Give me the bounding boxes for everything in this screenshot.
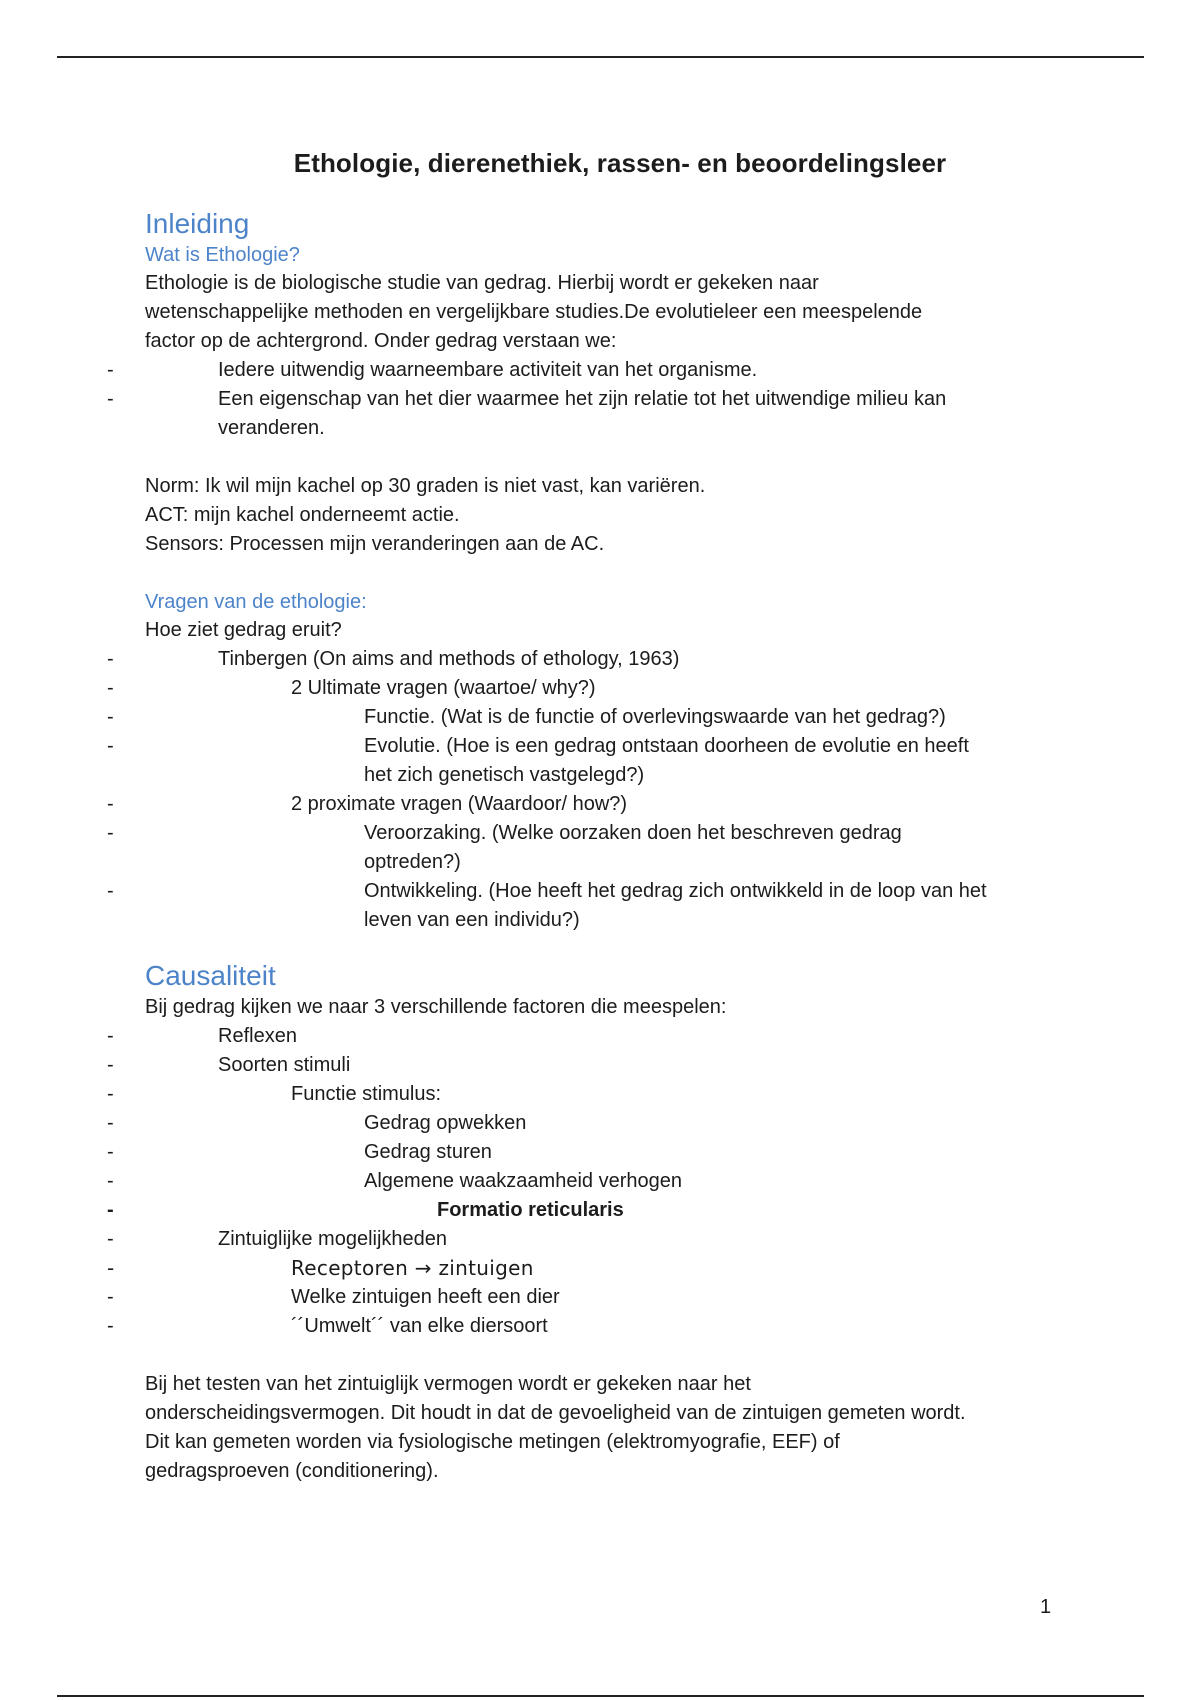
question-line: Hoe ziet gedrag eruit? (145, 619, 342, 641)
top-rule (57, 56, 1144, 58)
causality-list (145, 1022, 1075, 1341)
heading-inleiding: Inleiding (145, 208, 250, 239)
subheading-wat-is-ethologie: Wat is Ethologie? (145, 244, 300, 266)
questions-list-cont2 (145, 877, 1075, 906)
paragraph-line: Bij het testen van het zintuiglijk vermogen wordt er gekeken naar het (145, 1373, 751, 1395)
list-item: - Ontwikkeling. (Hoe heeft het gedrag zich ontwikkeld in de loop van het (145, 877, 1075, 906)
list-item: - ´´Umwelt´´ van elke diersoort (145, 1312, 1075, 1341)
list-item: - Functie stimulus: (145, 1080, 1075, 1109)
list-item: - Tinbergen (On aims and methods of ethology, 1963) (145, 645, 1075, 674)
page-number: 1 (1040, 1596, 1052, 1618)
list-item-continuation: leven van een individu?) (364, 909, 580, 931)
questions-list (145, 645, 1075, 761)
list-item-continuation: het zich genetisch vastgelegd?) (364, 764, 645, 786)
list-item: - Iedere uitwendig waarneembare activiteit van het organisme. (145, 356, 1075, 385)
act-line: ACT: mijn kachel onderneemt actie. (145, 504, 460, 526)
list-item: - Algemene waakzaamheid verhogen (145, 1167, 1075, 1196)
list-item: - Evolutie. (Hoe is een gedrag ontstaan doorheen de evolutie en heeft (145, 732, 1075, 761)
list-item: - Gedrag opwekken (145, 1109, 1075, 1138)
paragraph-line: factor op de achtergrond. Onder gedrag verstaan we: (145, 330, 617, 352)
list-item: - Soorten stimuli (145, 1051, 1075, 1080)
list-item: - Veroorzaking. (Welke oorzaken doen het beschreven gedrag (145, 819, 1075, 848)
document-title: Ethologie, dierenethiek, rassen- en beoordelingsleer (293, 148, 947, 178)
paragraph-line: Bij gedrag kijken we naar 3 verschillende factoren die meespelen: (145, 996, 727, 1018)
norm-line: Norm: Ik wil mijn kachel op 30 graden is niet vast, kan variëren. (145, 475, 706, 497)
paragraph-line: gedragsproeven (conditionering). (145, 1460, 439, 1482)
heading-causaliteit: Causaliteit (145, 960, 276, 991)
list-item: - Reflexen (145, 1022, 1075, 1051)
questions-list-cont (145, 790, 1075, 848)
list-item: - Gedrag sturen (145, 1138, 1075, 1167)
list-item: - Formatio reticularis (145, 1196, 1075, 1225)
list-item: - Receptoren → zintuigen (145, 1254, 1075, 1283)
subheading-vragen: Vragen van de ethologie: (145, 591, 367, 613)
list-item: - 2 Ultimate vragen (waartoe/ why?) (145, 674, 1075, 703)
list-item: - Functie. (Wat is de functie of overlevingswaarde van het gedrag?) (145, 703, 1075, 732)
list-item: - Een eigenschap van het dier waarmee het zijn relatie tot het uitwendige milieu kan (145, 385, 1075, 414)
list-item: - Welke zintuigen heeft een dier (145, 1283, 1075, 1312)
behavior-definition-list (145, 356, 1075, 414)
paragraph-line: wetenschappelijke methoden en vergelijkbare studies.De evolutieleer een meespelende (145, 301, 923, 323)
paragraph-line: onderscheidingsvermogen. Dit houdt in dat de gevoeligheid van de zintuigen gemeten wordt. (145, 1402, 966, 1424)
list-item: - 2 proximate vragen (Waardoor/ how?) (145, 790, 1075, 819)
paragraph-line: Ethologie is de biologische studie van gedrag. Hierbij wordt er gekeken naar (145, 272, 819, 294)
list-item: - Zintuiglijke mogelijkheden (145, 1225, 1075, 1254)
bottom-rule (57, 1695, 1144, 1697)
document-page (145, 140, 1075, 1486)
list-item-continuation: optreden?) (364, 851, 461, 873)
sensors-line: Sensors: Processen mijn veranderingen aan de AC. (145, 533, 605, 555)
paragraph-line: Dit kan gemeten worden via fysiologische metingen (elektromyografie, EEF) of (145, 1431, 840, 1453)
list-item-continuation: veranderen. (218, 417, 325, 439)
